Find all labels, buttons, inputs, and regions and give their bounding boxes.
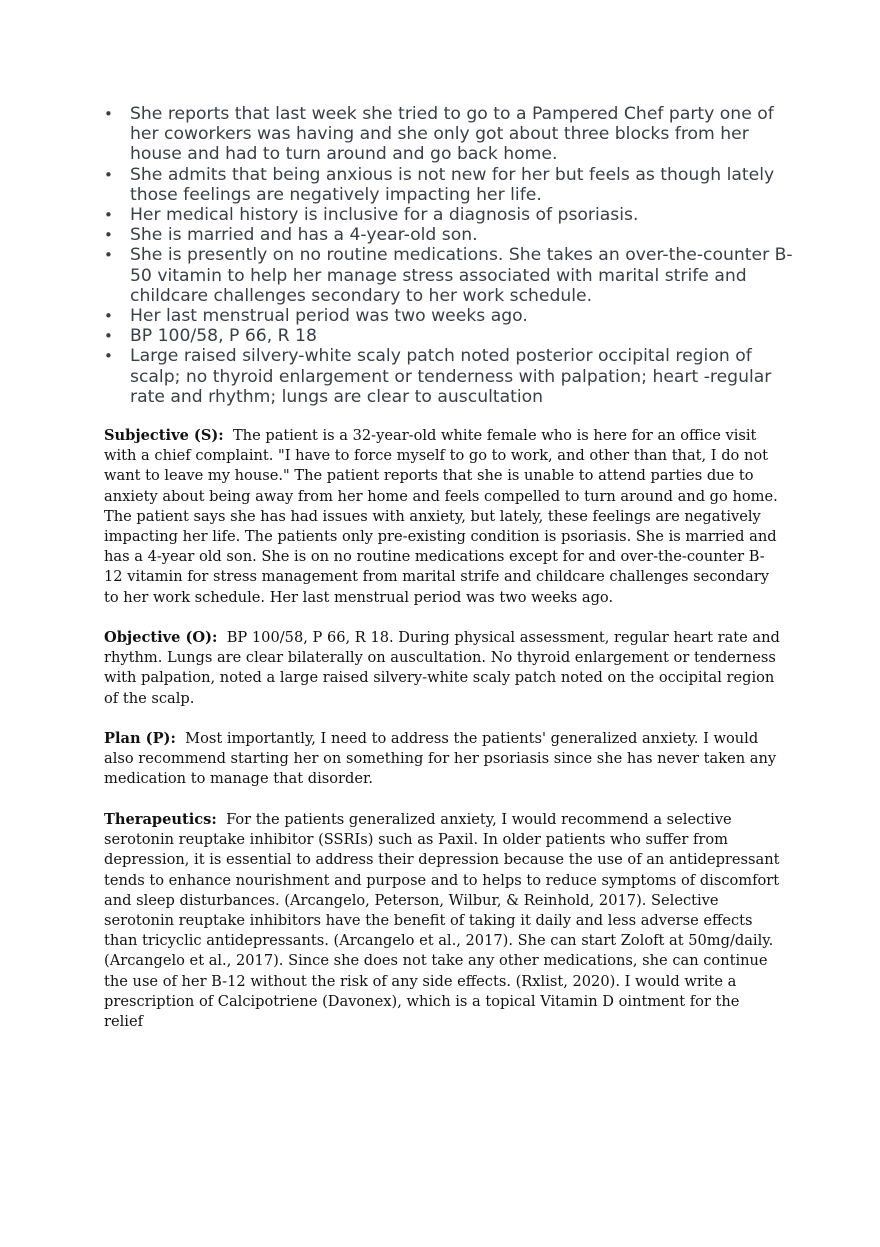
bullet-dot-icon: • bbox=[104, 206, 113, 225]
bullet-item bbox=[104, 245, 794, 306]
bullet-text: Large raised silvery-white scaly patch noted posterior occipital region of scalp; no thyroid enlargement or tenderness with palpation; heart -regular rate and rhythm; lungs are clear to auscultation bbox=[130, 346, 772, 407]
bullet-item bbox=[104, 225, 794, 245]
bullet-dot-icon: • bbox=[104, 105, 113, 123]
bullet-dot-icon: • bbox=[104, 165, 113, 184]
subjective-heading: Subjective (S): bbox=[104, 427, 224, 444]
bullet-dot-icon: • bbox=[104, 226, 113, 245]
findings-bullet-list bbox=[104, 104, 794, 407]
therapeutics-heading: Therapeutics: bbox=[104, 811, 217, 828]
plan-paragraph bbox=[104, 729, 780, 790]
bullet-text: She is married and has a 4-year-old son. bbox=[130, 225, 478, 246]
plan-heading: Plan (P): bbox=[104, 730, 176, 747]
bullet-dot-icon: • bbox=[104, 327, 113, 346]
bullet-item bbox=[104, 165, 794, 205]
bullet-text: Her medical history is inclusive for a diagnosis of psoriasis. bbox=[130, 205, 639, 226]
objective-heading: Objective (O): bbox=[104, 629, 218, 646]
bullet-item bbox=[104, 104, 794, 165]
bullet-text: She reports that last week she tried to go to a Pampered Chef party one of her coworkers was having and she only got about three blocks from her house and had to turn around and go back home. bbox=[130, 104, 774, 165]
subjective-paragraph bbox=[104, 426, 780, 608]
bullet-dot-icon: • bbox=[104, 246, 113, 265]
objective-paragraph bbox=[104, 628, 780, 709]
bullet-text: BP 100/58, P 66, R 18 bbox=[130, 326, 317, 347]
bullet-item bbox=[104, 326, 794, 346]
objective-text: BP 100/58, P 66, R 18. During physical assessment, regular heart rate and rhythm. Lungs are clear bilaterally on auscultation. No thyroid enlargement or tenderness with palpation, noted a large raised silvery-white scaly patch noted on the occipital region of the scalp. bbox=[104, 629, 780, 707]
bullet-text: She admits that being anxious is not new for her but feels as though lately those feelings are negatively impacting her life. bbox=[130, 164, 775, 205]
bullet-dot-icon: • bbox=[104, 347, 113, 366]
bullet-text: Her last menstrual period was two weeks ago. bbox=[130, 306, 528, 327]
subjective-text: The patient is a 32-year-old white female who is here for an office visit with a chief complaint. "I have to force myself to go to work, and other than that, I do not want to leave my house." The patient reports that she is unable to attend parties due to anxiety about being away from her home and feels compelled to turn around and go home. The patient says she has had issues with anxiety, but lately, these feelings are negatively impacting her life. The patients only pre-existing condition is psoriasis. She is married and has a 4-year old son. She is on no routine medications except for and over-the-counter B-12 vitamin for stress management from marital strife and childcare challenges secondary to her work schedule. Her last menstrual period was two weeks ago. bbox=[104, 427, 778, 606]
bullet-item bbox=[104, 346, 794, 407]
plan-text: Most importantly, I need to address the patients' generalized anxiety. I would also recommend starting her on something for her psoriasis since she has never taken any medication to manage that disorder. bbox=[104, 730, 777, 788]
bullet-item bbox=[104, 205, 794, 225]
bullet-item bbox=[104, 306, 794, 326]
therapeutics-text: For the patients generalized anxiety, I would recommend a selective serotonin reuptake inhibitor (SSRIs) such as Paxil. In older patients who suffer from depression, it is essential to address their depression because the use of an antidepressant tends to enhance nourishment and purpose and to helps to reduce symptoms of discomfort and sleep disturbances. (Arcangelo, Peterson, Wilbur, & Reinhold, 2017). Selective serotonin reuptake inhibitors have the benefit of taking it daily and less adverse effects than tricyclic antidepressants. (Arcangelo et al., 2017). She can start Zoloft at 50mg/daily. (Arcangelo et al., 2017). Since she does not take any other medications, she can continue the use of her B-12 without the risk of any side effects. (Rxlist, 2020). I would write a prescription of Calcipotriene (Davonex), which is a topical Vitamin D ointment for the relief bbox=[104, 811, 780, 1031]
bullet-dot-icon: • bbox=[104, 307, 113, 326]
bullet-text: She is presently on no routine medications. She takes an over-the-counter B-50 vitamin to help her manage stress associated with marital strife and childcare challenges secondary to her work schedule. bbox=[130, 245, 793, 306]
therapeutics-paragraph bbox=[104, 810, 780, 1032]
